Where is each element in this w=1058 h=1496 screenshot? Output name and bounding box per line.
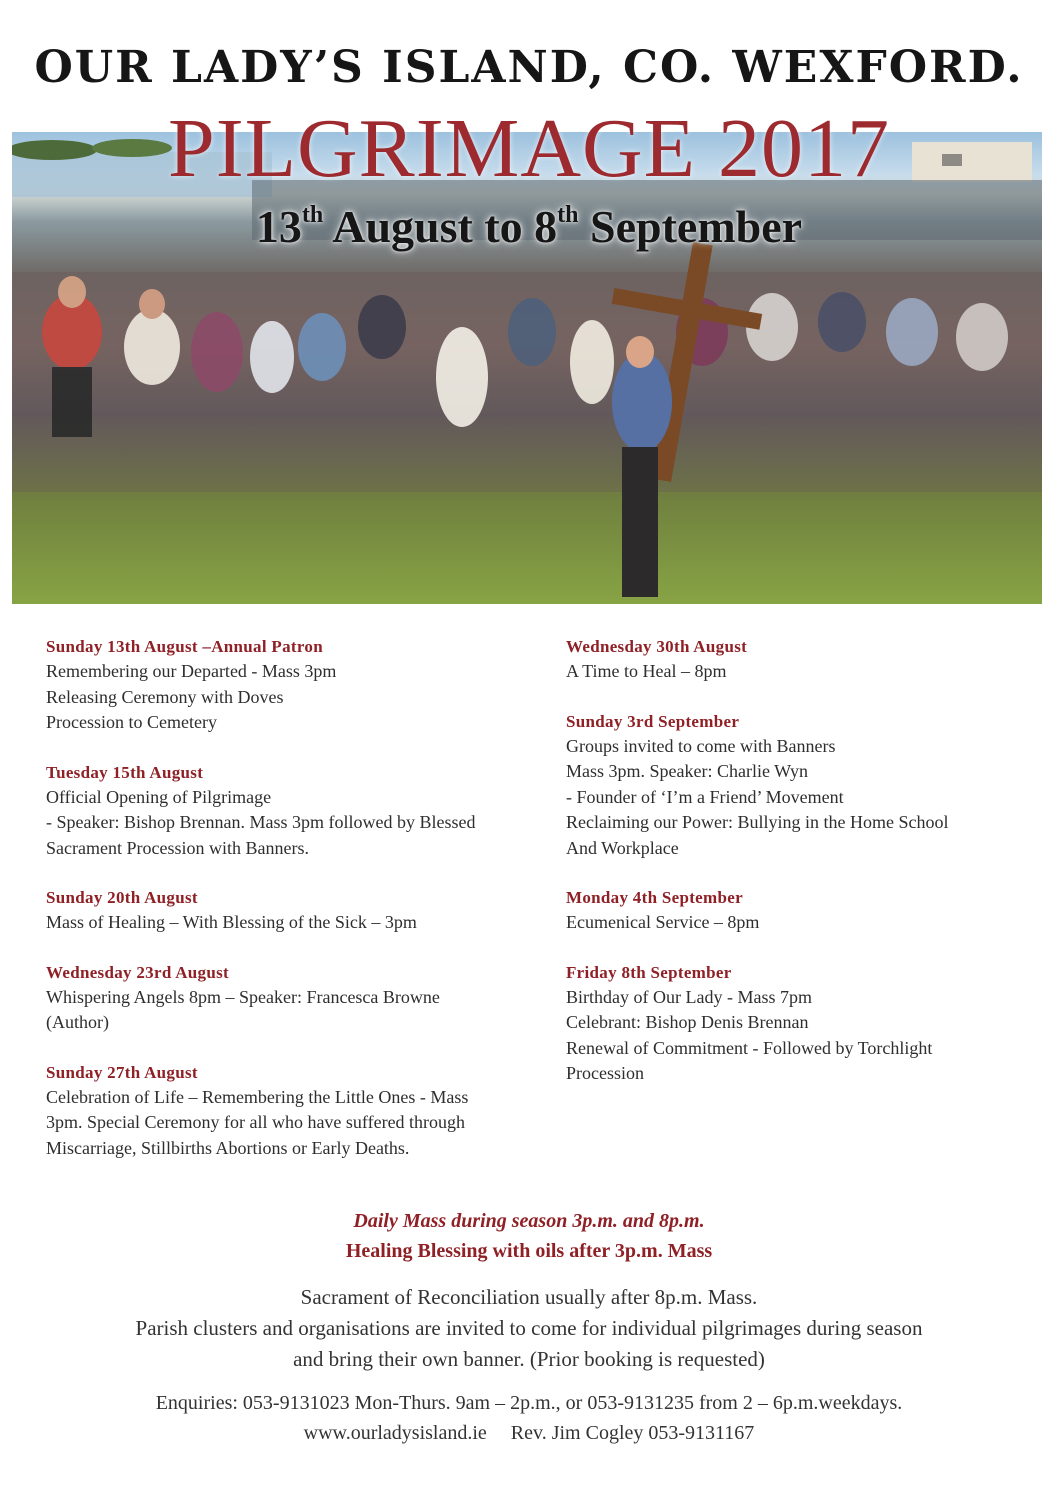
start-suffix: th <box>301 202 324 228</box>
schedule-event <box>566 960 1006 1087</box>
schedule-event <box>566 709 1006 862</box>
schedule-left-column <box>46 634 536 1185</box>
event-description-line: Mass 3pm. Speaker: Charlie Wyn <box>566 761 809 781</box>
event-date-title: Sunday 27th August <box>46 1062 198 1082</box>
event-date-title: Friday 8th September <box>566 962 732 982</box>
event-date-title: Sunday 13th August –Annual Patron <box>46 637 323 656</box>
schedule-event <box>566 634 1006 685</box>
event-description-line: - Speaker: Bishop Brennan. Mass 3pm followed by Blessed <box>46 812 476 832</box>
event-description-line: Procession <box>566 1063 644 1083</box>
end-month: September <box>590 201 803 252</box>
enquiries-line: Enquiries: 053-9131023 Mon-Thurs. 9am – 2p.m., or 053-9131235 from 2 – 6p.m.weekdays. <box>155 1392 903 1414</box>
end-suffix: th <box>557 202 579 228</box>
schedule-event <box>566 885 1006 936</box>
schedule-event <box>46 960 536 1036</box>
event-description-line: And Workplace <box>566 837 679 858</box>
event-date-title: Tuesday 15th August <box>46 762 204 782</box>
event-description-line: Miscarriage, Stillbirths Abortions or Early Deaths. <box>46 1137 410 1158</box>
event-description-line: Official Opening of Pilgrimage <box>46 786 272 807</box>
event-description-line: A Time to Heal – 8pm <box>566 661 727 681</box>
daily-mass-notice <box>0 1206 1058 1266</box>
event-date-title: Monday 4th September <box>566 888 743 907</box>
pilgrimage-title: PILGRIMAGE 2017 <box>168 102 890 195</box>
reconciliation-info: Sacrament of Reconciliation usually after 8p.m. Mass. <box>300 1285 758 1309</box>
event-date-title: Sunday 20th August <box>46 888 198 907</box>
event-description-line: Celebrant: Bishop Denis Brennan <box>566 1012 809 1032</box>
end-day: 8 <box>534 201 558 252</box>
event-description-line: Reclaiming our Power: Bullying in the Home School <box>566 812 949 832</box>
event-date-title: Sunday 3rd September <box>566 711 740 731</box>
schedule-right-column <box>566 634 1006 1111</box>
event-description-line: - Founder of ‘I’m a Friend’ Movement <box>566 786 844 807</box>
start-day: 13 <box>255 201 302 252</box>
banner-booking-info: and bring their own banner. (Prior booking is requested) <box>293 1347 765 1371</box>
website-link[interactable]: www.ourladysisland.ie <box>303 1422 487 1444</box>
event-description-line: 3pm. Special Ceremony for all who have suffered through <box>46 1112 466 1132</box>
priest-contact: Rev. Jim Cogley 053-9131167 <box>510 1422 755 1444</box>
event-description-line: Renewal of Commitment - Followed by Torchlight <box>566 1037 933 1058</box>
schedule-event <box>46 760 536 862</box>
location-heading: OUR LADY’S ISLAND, CO. WEXFORD. <box>34 42 1024 93</box>
daily-mass-times: Daily Mass during season 3p.m. and 8p.m. <box>353 1210 705 1232</box>
event-date-title: Wednesday 23rd August <box>46 962 229 982</box>
event-description-line: Whispering Angels 8pm – Speaker: Francesca Browne <box>46 986 440 1007</box>
website-priest-line <box>0 1418 1058 1448</box>
event-description-line: Procession to Cemetery <box>46 712 217 732</box>
schedule-event <box>46 1060 536 1162</box>
start-month: August to <box>332 201 523 252</box>
contact-info <box>0 1388 1058 1448</box>
event-description-line: Sacrament Procession with Banners. <box>46 837 309 858</box>
event-description-line: (Author) <box>46 1012 109 1032</box>
event-description-line: Birthday of Our Lady - Mass 7pm <box>566 986 812 1007</box>
event-description-line: Remembering our Departed - Mass 3pm <box>46 661 337 681</box>
parish-clusters-info: Parish clusters and organisations are invited to come for individual pilgrimages during season <box>135 1316 923 1340</box>
pilgrimage-dates <box>0 200 1058 253</box>
event-description-line: Groups invited to come with Banners <box>566 735 836 756</box>
event-date-title: Wednesday 30th August <box>566 637 748 656</box>
healing-blessing-notice: Healing Blessing with oils after 3p.m. Mass <box>345 1240 713 1262</box>
event-description-line: Celebration of Life – Remembering the Little Ones - Mass <box>46 1086 469 1107</box>
event-description-line: Releasing Ceremony with Doves <box>46 686 284 707</box>
event-description-line: Mass of Healing – With Blessing of the Sick – 3pm <box>46 912 417 932</box>
general-info <box>0 1282 1058 1375</box>
event-description-line: Ecumenical Service – 8pm <box>566 912 760 932</box>
schedule-event <box>46 634 536 736</box>
schedule-event <box>46 885 536 936</box>
